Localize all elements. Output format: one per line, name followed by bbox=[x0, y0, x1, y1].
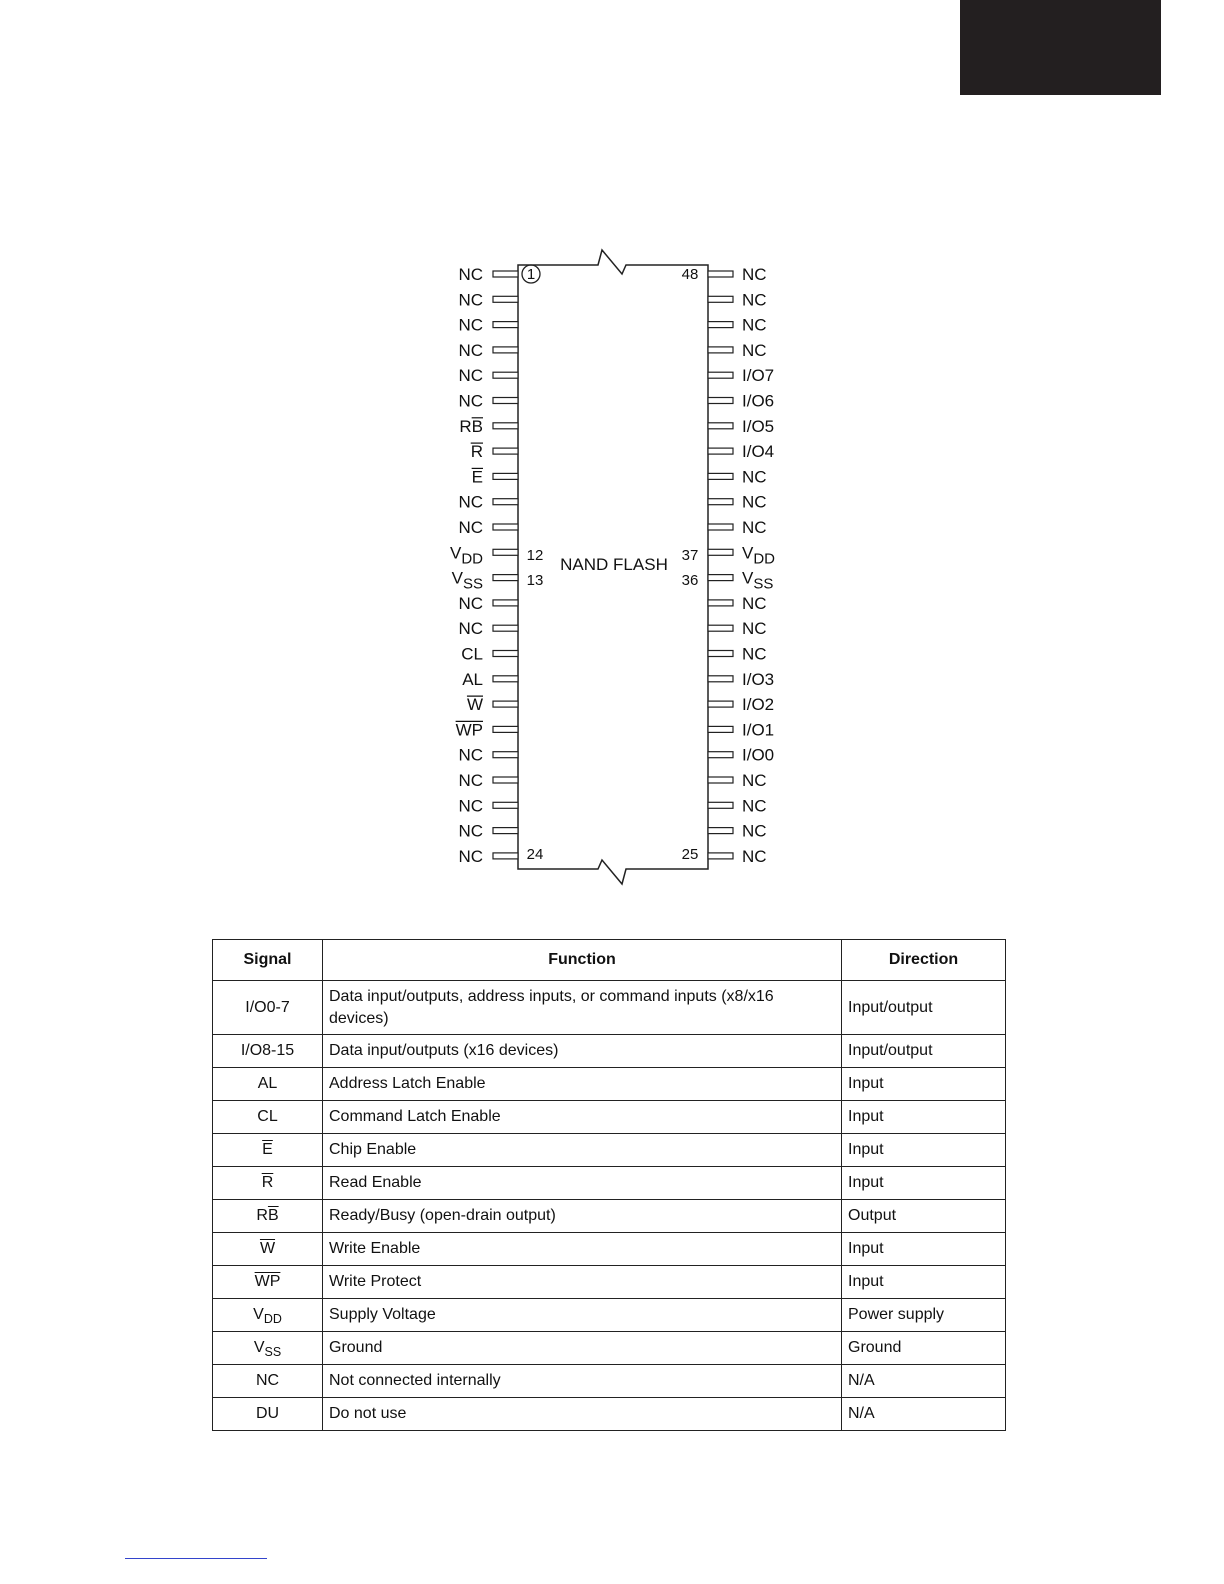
signal-name: $\overline{R}$ bbox=[261, 1174, 274, 1191]
table-row bbox=[213, 1398, 1006, 1431]
signal-cell: CL bbox=[213, 1101, 323, 1134]
function-cell: Command Latch Enable bbox=[323, 1101, 842, 1134]
left-pin-lead bbox=[493, 271, 518, 277]
left-pin-subscript: SS bbox=[462, 575, 483, 593]
signal-cell: DU bbox=[213, 1398, 323, 1431]
table-row bbox=[213, 1200, 1006, 1233]
signal-name: $\overline{W}$ bbox=[259, 1240, 276, 1257]
right-pin-subscript: SS bbox=[753, 575, 774, 593]
header-direction: Direction bbox=[842, 940, 1006, 981]
right-pin-label: NC bbox=[742, 771, 767, 790]
left-pin-label: NC bbox=[458, 340, 483, 360]
right-pin-lead bbox=[708, 549, 733, 555]
table-row bbox=[213, 1167, 1006, 1200]
signal-cell bbox=[213, 1233, 323, 1266]
right-pin-lead bbox=[708, 296, 733, 302]
left-pin-lead bbox=[493, 752, 518, 758]
left-pin-label: NC bbox=[458, 265, 483, 284]
pin-number-37: 37 bbox=[681, 547, 699, 564]
left-pin-label: CL bbox=[461, 644, 483, 664]
left-pin-lead bbox=[493, 802, 518, 808]
right-pin-label: I/O7 bbox=[742, 366, 775, 386]
right-pin-label: NC bbox=[742, 290, 767, 310]
direction-cell: Output bbox=[842, 1200, 1006, 1233]
function-cell: Write Protect bbox=[323, 1266, 842, 1299]
table-row bbox=[213, 1101, 1006, 1134]
function-cell: Supply Voltage bbox=[323, 1299, 842, 1332]
right-pin-label: VDD bbox=[742, 543, 776, 568]
left-pin-label: E bbox=[471, 467, 483, 487]
table-row bbox=[213, 1299, 1006, 1332]
right-pin-lead bbox=[708, 398, 733, 404]
function-cell: Write Enable bbox=[323, 1233, 842, 1266]
signal-cell bbox=[213, 1200, 323, 1233]
signal-name: V bbox=[253, 1339, 265, 1356]
header-function: Function bbox=[323, 940, 842, 981]
left-pin-label: NC bbox=[458, 290, 483, 310]
signal-description-table bbox=[212, 939, 1006, 1431]
left-pin-label: NC bbox=[458, 492, 483, 512]
function-cell: Data input/outputs, address inputs, or command inputs (x8/x16 devices) bbox=[323, 981, 842, 1035]
right-pin-lead bbox=[708, 524, 733, 530]
header-signal: Signal bbox=[213, 940, 323, 981]
signal-cell: NC bbox=[213, 1365, 323, 1398]
right-pin-label: NC bbox=[742, 593, 767, 613]
left-pin-lead bbox=[493, 828, 518, 834]
pin-number-1: 1 bbox=[526, 266, 536, 283]
pin-number-12: 12 bbox=[526, 547, 544, 564]
left-pin-lead bbox=[493, 524, 518, 530]
right-pin-label: I/O1 bbox=[742, 720, 775, 740]
left-pin-lead bbox=[493, 372, 518, 378]
right-pin-lead bbox=[708, 347, 733, 353]
right-pin-label: NC bbox=[742, 796, 767, 816]
left-pin-lead bbox=[493, 499, 518, 505]
function-cell: Chip Enable bbox=[323, 1134, 842, 1167]
right-pin-label: I/O5 bbox=[742, 416, 775, 436]
left-pin-label: WP bbox=[455, 720, 483, 740]
direction-cell: Ground bbox=[842, 1332, 1006, 1365]
right-pin-lead bbox=[708, 322, 733, 328]
signal-cell bbox=[213, 1134, 323, 1167]
right-pin-lead bbox=[708, 726, 733, 732]
right-pin-lead bbox=[708, 625, 733, 631]
signal-name-overline: $\overline{B}$ bbox=[267, 1207, 279, 1224]
left-pin-label: NC bbox=[458, 745, 483, 765]
left-pin-lead bbox=[493, 777, 518, 783]
footer-link-underline bbox=[125, 1558, 267, 1559]
left-pin-lead bbox=[493, 398, 518, 404]
signal-name: R bbox=[256, 1207, 268, 1224]
right-pin-subscript: DD bbox=[753, 550, 776, 568]
right-pin-label: NC bbox=[742, 315, 767, 335]
function-cell: Ground bbox=[323, 1332, 842, 1365]
right-pin-label: I/O4 bbox=[742, 442, 775, 462]
function-cell: Address Latch Enable bbox=[323, 1068, 842, 1101]
right-pin-label: NC bbox=[742, 340, 767, 360]
left-pin-label: NC bbox=[458, 518, 483, 537]
function-cell: Not connected internally bbox=[323, 1365, 842, 1398]
right-pin-label: NC bbox=[742, 821, 767, 841]
left-pin-label: NC bbox=[458, 593, 483, 613]
left-pin-label: RB bbox=[459, 416, 483, 436]
right-pin-lead bbox=[708, 651, 733, 657]
table-row bbox=[213, 1134, 1006, 1167]
direction-cell: N/A bbox=[842, 1365, 1006, 1398]
pin-number-48: 48 bbox=[681, 266, 699, 283]
left-pin-lead bbox=[493, 651, 518, 657]
direction-cell: Input bbox=[842, 1101, 1006, 1134]
function-cell: Ready/Busy (open-drain output) bbox=[323, 1200, 842, 1233]
signal-cell: I/O8-15 bbox=[213, 1035, 323, 1068]
left-pin-label: NC bbox=[458, 391, 483, 411]
direction-cell: Input/output bbox=[842, 981, 1006, 1035]
left-pin-lead bbox=[493, 625, 518, 631]
table-row bbox=[213, 1332, 1006, 1365]
function-cell: Do not use bbox=[323, 1398, 842, 1431]
pin-number-24: 24 bbox=[526, 846, 544, 863]
table-row bbox=[213, 1233, 1006, 1266]
right-pin-lead bbox=[708, 575, 733, 581]
right-pin-label: NC bbox=[742, 644, 767, 664]
right-pin-lead bbox=[708, 676, 733, 682]
right-pin-label: NC bbox=[742, 492, 767, 512]
right-pin-lead bbox=[708, 777, 733, 783]
right-pin-lead bbox=[708, 802, 733, 808]
function-cell: Read Enable bbox=[323, 1167, 842, 1200]
signal-cell: I/O0-7 bbox=[213, 981, 323, 1035]
signal-cell bbox=[213, 1167, 323, 1200]
direction-cell: N/A bbox=[842, 1398, 1006, 1431]
left-pin-label: NC bbox=[458, 821, 483, 841]
signal-subscript: SS bbox=[264, 1345, 282, 1360]
signal-cell bbox=[213, 1266, 323, 1299]
right-pin-lead bbox=[708, 423, 733, 429]
left-pin-label: VSS bbox=[451, 568, 483, 593]
signal-name: V bbox=[253, 1306, 264, 1323]
right-pin-lead bbox=[708, 372, 733, 378]
signal-subscript: DD bbox=[263, 1312, 282, 1327]
left-pin-lead bbox=[493, 676, 518, 682]
function-cell: Data input/outputs (x16 devices) bbox=[323, 1035, 842, 1068]
right-pin-lead bbox=[708, 271, 733, 277]
table-row bbox=[213, 1365, 1006, 1398]
direction-cell: Input bbox=[842, 1068, 1006, 1101]
direction-cell: Input bbox=[842, 1134, 1006, 1167]
right-pin-label: NC bbox=[742, 467, 767, 487]
left-pin-label: VDD bbox=[449, 543, 483, 568]
left-pin-label: NC bbox=[458, 846, 483, 866]
left-pin-label: R bbox=[470, 442, 483, 462]
table-row bbox=[213, 981, 1006, 1035]
table-row bbox=[213, 1068, 1006, 1101]
left-pin-label: W bbox=[466, 695, 483, 715]
right-pin-lead bbox=[708, 701, 733, 707]
right-pin-label: NC bbox=[742, 518, 767, 537]
left-pin-lead bbox=[493, 701, 518, 707]
table-row bbox=[213, 1266, 1006, 1299]
right-pin-lead bbox=[708, 499, 733, 505]
chip-label: NAND FLASH bbox=[560, 555, 668, 574]
pin-number-36: 36 bbox=[681, 572, 699, 589]
signal-name: $\overline{E}$ bbox=[262, 1141, 273, 1158]
right-pin-lead bbox=[708, 853, 733, 859]
direction-cell: Input bbox=[842, 1266, 1006, 1299]
left-pin-lead bbox=[493, 423, 518, 429]
left-pin-lead bbox=[493, 448, 518, 454]
right-pin-label: I/O0 bbox=[742, 745, 775, 765]
pin-number-25: 25 bbox=[681, 846, 699, 863]
right-pin-label: I/O3 bbox=[742, 669, 775, 689]
left-pin-lead bbox=[493, 549, 518, 555]
direction-cell: Input bbox=[842, 1167, 1006, 1200]
signal-cell bbox=[213, 1299, 323, 1332]
right-pin-label: NC bbox=[742, 846, 767, 866]
left-pin-subscript: DD bbox=[461, 550, 483, 568]
left-pin-label: NC bbox=[458, 771, 483, 790]
table-row bbox=[213, 1035, 1006, 1068]
left-pin-lead bbox=[493, 347, 518, 353]
right-pin-lead bbox=[708, 752, 733, 758]
left-pin-column bbox=[450, 265, 518, 866]
left-pin-lead bbox=[493, 322, 518, 328]
direction-cell: Power supply bbox=[842, 1299, 1006, 1332]
direction-cell: Input bbox=[842, 1233, 1006, 1266]
right-pin-label: I/O6 bbox=[742, 391, 775, 411]
right-pin-label: VSS bbox=[742, 568, 774, 593]
left-pin-lead bbox=[493, 296, 518, 302]
signal-name: $\overline{WP}$ bbox=[254, 1273, 281, 1290]
table-header-row bbox=[213, 940, 1006, 981]
signal-cell bbox=[213, 1332, 323, 1365]
signal-cell: AL bbox=[213, 1068, 323, 1101]
left-pin-label: AL bbox=[462, 669, 483, 689]
right-pin-lead bbox=[708, 448, 733, 454]
left-pin-label: NC bbox=[458, 619, 483, 639]
left-pin-label: NC bbox=[458, 315, 483, 335]
left-pin-lead bbox=[493, 726, 518, 732]
left-pin-lead bbox=[493, 575, 518, 581]
direction-cell: Input/output bbox=[842, 1035, 1006, 1068]
right-pin-label: NC bbox=[742, 619, 767, 639]
pin-number-13: 13 bbox=[526, 572, 544, 589]
right-pin-label: I/O2 bbox=[742, 695, 775, 715]
right-pin-lead bbox=[708, 600, 733, 606]
left-pin-lead bbox=[493, 473, 518, 479]
right-pin-column bbox=[708, 265, 775, 866]
right-pin-lead bbox=[708, 473, 733, 479]
left-pin-lead bbox=[493, 600, 518, 606]
left-pin-label: NC bbox=[458, 796, 483, 816]
right-pin-lead bbox=[708, 828, 733, 834]
right-pin-label: NC bbox=[742, 265, 767, 284]
left-pin-label: NC bbox=[458, 366, 483, 386]
left-pin-lead bbox=[493, 853, 518, 859]
